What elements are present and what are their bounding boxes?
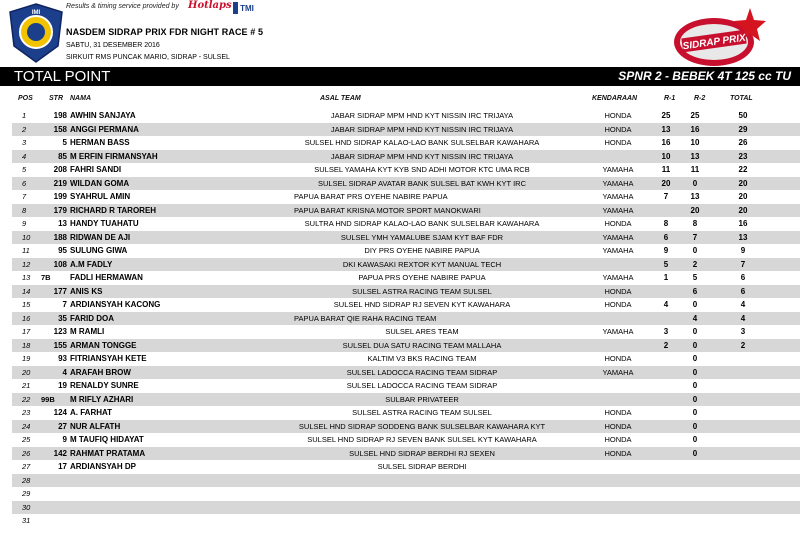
table-row	[12, 501, 800, 515]
row-r1-points: 2	[663, 340, 669, 350]
svg-text:IMI: IMI	[31, 10, 41, 16]
table-row	[12, 352, 800, 366]
row-total-points: 22	[738, 165, 748, 174]
table-row	[12, 231, 800, 245]
row-start-number: 85	[58, 151, 67, 161]
row-total-points: 13	[738, 232, 748, 242]
row-team: SULSEL HND SIDRAP SODDENG BANK SULSELBAR KAWAHARA KYT	[298, 421, 546, 431]
row-r1-points: 16	[661, 138, 671, 147]
svg-text:SIDRAP PRIX: SIDRAP PRIX	[681, 32, 747, 53]
table-row	[12, 393, 800, 407]
row-team: JABAR SIDRAP MPM HND KYT NISSIN IRC TRIJAYA	[330, 111, 514, 120]
row-start-number: 155	[53, 340, 67, 350]
row-r2-points: 0	[692, 435, 698, 444]
row-r1-points: 8	[663, 219, 669, 228]
row-rider-name: AWHIN SANJAYA	[70, 111, 136, 120]
row-pos: 12	[22, 259, 31, 269]
row-rider-name: NUR ALFATH	[70, 421, 121, 431]
row-pos: 13	[22, 273, 31, 282]
table-row	[12, 190, 800, 204]
col-header-total: TOTAL	[730, 95, 753, 102]
row-r2-points: 4	[692, 313, 698, 323]
row-total-points: 4	[740, 313, 746, 323]
col-header-r1: R-1	[664, 95, 676, 102]
row-vehicle: HONDA	[604, 354, 632, 363]
table-row	[12, 460, 800, 474]
table-row	[12, 150, 800, 164]
row-r2-points: 2	[692, 259, 698, 269]
row-pos: 14	[22, 286, 31, 296]
row-r2-points: 16	[690, 124, 700, 134]
row-total-points: 9	[740, 246, 746, 255]
row-class: 7B	[41, 273, 51, 282]
row-rider-name: A. FARHAT	[70, 408, 113, 417]
row-pos: 10	[22, 232, 31, 242]
row-r1-points: 7	[663, 192, 669, 201]
row-rider-name: M RAMLI	[70, 327, 105, 336]
row-r1-points: 9	[663, 246, 669, 255]
row-start-number: 17	[58, 462, 67, 471]
row-r2-points: 8	[692, 219, 698, 228]
row-start-number: 179	[53, 205, 67, 215]
row-pos: 9	[22, 219, 27, 228]
row-start-number: 9	[62, 435, 67, 444]
row-r2-points: 0	[692, 340, 698, 350]
row-pos: 23	[22, 408, 31, 417]
row-pos: 31	[22, 516, 31, 525]
row-vehicle: YAMAHA	[602, 205, 634, 215]
row-total-points: 3	[740, 327, 746, 336]
row-vehicle: YAMAHA	[602, 327, 634, 336]
row-vehicle: HONDA	[604, 124, 632, 134]
row-team: SULSEL SIDRAP BERDHI	[377, 462, 467, 471]
hotlaps-logo: Hotlaps	[188, 0, 232, 11]
row-team: SULSEL YAMAHA KYT KYB SND ADHI MOTOR KTC UMA RCB	[314, 165, 530, 174]
row-pos: 17	[22, 327, 31, 336]
row-start-number: 123	[53, 327, 67, 336]
table-row	[12, 136, 800, 150]
row-rider-name: HANDY TUAHATU	[70, 219, 139, 228]
row-rider-name: SYAHRUL AMIN	[70, 192, 131, 201]
row-start-number: 177	[53, 286, 67, 296]
row-r1-points: 10	[661, 151, 671, 161]
row-pos: 20	[22, 367, 31, 377]
row-start-number: 35	[58, 313, 67, 323]
row-r2-points: 6	[692, 286, 698, 296]
row-pos: 2	[22, 124, 27, 134]
row-total-points: 26	[738, 138, 748, 147]
table-row	[12, 285, 800, 299]
row-pos: 8	[22, 205, 27, 215]
row-total-points: 2	[740, 340, 746, 350]
imi-logo	[6, 2, 66, 64]
table-row	[12, 474, 800, 488]
row-vehicle: YAMAHA	[602, 367, 634, 377]
row-rider-name: ARMAN TONGGE	[70, 340, 137, 350]
col-header-pos: POS	[18, 95, 33, 102]
row-total-points: 6	[740, 273, 746, 282]
row-start-number: 7	[62, 300, 67, 309]
row-vehicle: HONDA	[604, 111, 632, 120]
row-rider-name: ARDIANSYAH KACONG	[70, 300, 161, 309]
row-r2-points: 0	[692, 448, 698, 458]
row-rider-name: ARAFAH BROW	[70, 367, 131, 377]
row-rider-name: FITRIANSYAH KETE	[70, 354, 147, 363]
provided-by-text: Results & timing service provided by	[66, 3, 179, 10]
row-pos: 4	[22, 151, 27, 161]
row-r1-points: 4	[663, 300, 669, 309]
row-rider-name: FAHRI SANDI	[70, 165, 122, 174]
row-class: 99B	[41, 394, 55, 404]
class-title: SPNR 2 - BEBEK 4T 125 cc TU	[618, 69, 791, 83]
table-row	[12, 258, 800, 272]
row-r2-points: 0	[692, 381, 698, 390]
page-title: TOTAL POINT	[14, 68, 111, 85]
row-pos: 19	[22, 354, 31, 363]
table-row	[12, 487, 800, 501]
row-r2-points: 10	[690, 138, 700, 147]
row-vehicle: YAMAHA	[602, 246, 634, 255]
row-r2-points: 0	[692, 421, 698, 431]
row-r1-points: 3	[663, 327, 669, 336]
row-r1-points: 25	[661, 111, 671, 120]
row-total-points: 4	[740, 300, 746, 309]
row-rider-name: ANIS KS	[70, 286, 103, 296]
row-start-number: 95	[58, 246, 67, 255]
row-vehicle: HONDA	[604, 219, 632, 228]
row-pos: 16	[22, 313, 31, 323]
svg-text:TMI: TMI	[240, 4, 254, 13]
row-rider-name: WILDAN GOMA	[70, 178, 130, 188]
row-r2-points: 25	[690, 111, 700, 120]
col-header-r2: R-2	[694, 95, 706, 102]
row-r1-points: 13	[661, 124, 671, 134]
row-start-number: 158	[53, 124, 67, 134]
row-pos: 1	[22, 111, 27, 120]
row-team: PAPUA BARAT KRISNA MOTOR SPORT MANOKWARI	[294, 205, 481, 215]
row-pos: 3	[22, 138, 27, 147]
table-row	[12, 433, 800, 447]
row-vehicle: YAMAHA	[602, 192, 634, 201]
row-rider-name: SULUNG GIWA	[70, 246, 128, 255]
row-total-points: 50	[738, 111, 748, 120]
results-table	[12, 109, 800, 528]
table-row	[12, 271, 800, 285]
row-pos: 7	[22, 192, 27, 201]
row-start-number: 13	[58, 219, 67, 228]
row-rider-name: M RIFLY AZHARI	[70, 394, 134, 404]
row-pos: 15	[22, 300, 31, 309]
row-total-points: 7	[740, 259, 746, 269]
table-row	[12, 420, 800, 434]
row-team: JABAR SIDRAP MPM HND KYT NISSIN IRC TRIJAYA	[330, 151, 514, 161]
table-row	[12, 244, 800, 258]
row-r2-points: 0	[692, 354, 698, 363]
table-row	[12, 325, 800, 339]
col-header-kendaraan: KENDARAAN	[592, 95, 638, 102]
row-pos: 24	[22, 421, 31, 431]
row-team: SULSEL YMH YAMALUBE SJAM KYT BAF FDR	[340, 232, 504, 242]
row-team: SULSEL ASTRA RACING TEAM SULSEL	[352, 408, 492, 417]
table-row	[12, 339, 800, 353]
row-r2-points: 5	[692, 273, 698, 282]
row-pos: 30	[22, 502, 31, 512]
row-r2-points: 0	[692, 327, 698, 336]
row-rider-name: FARID DOA	[70, 313, 114, 323]
row-vehicle: HONDA	[604, 138, 632, 147]
row-total-points: 23	[738, 151, 748, 161]
event-venue: SIRKUIT RMS PUNCAK MARIO, SIDRAP - SULSEL	[66, 54, 230, 61]
row-team: PAPUA PRS OYEHE NABIRE PAPUA	[358, 273, 486, 282]
row-pos: 18	[22, 340, 31, 350]
title-bar	[0, 67, 800, 86]
col-header-team: ASAL TEAM	[320, 95, 361, 102]
row-r1-points: 20	[661, 178, 671, 188]
row-pos: 22	[22, 394, 31, 404]
event-title: NASDEM SIDRAP PRIX FDR NIGHT RACE # 5	[66, 27, 264, 37]
row-start-number: 199	[53, 192, 67, 201]
row-pos: 11	[22, 246, 30, 255]
row-total-points: 20	[738, 205, 748, 215]
event-date: SABTU, 31 DESEMBER 2016	[66, 42, 160, 49]
row-rider-name: RENALDY SUNRE	[70, 381, 139, 390]
row-team: JABAR SIDRAP MPM HND KYT NISSIN IRC TRIJAYA	[330, 124, 514, 134]
row-r2-points: 7	[692, 232, 698, 242]
row-vehicle: YAMAHA	[602, 178, 634, 188]
row-team: SULSEL ARES TEAM	[385, 327, 459, 336]
row-r2-points: 0	[692, 178, 698, 188]
col-header-name: NAMA	[70, 95, 91, 102]
row-start-number: 142	[53, 448, 67, 458]
row-rider-name: ANGGI PERMANA	[70, 124, 139, 134]
row-r2-points: 0	[692, 246, 698, 255]
row-total-points: 20	[738, 192, 748, 201]
table-row	[12, 163, 800, 177]
table-row	[12, 204, 800, 218]
row-r1-points: 6	[663, 232, 669, 242]
row-r2-points: 13	[690, 151, 700, 161]
table-row	[12, 109, 800, 123]
row-start-number: 208	[53, 165, 67, 174]
row-r2-points: 20	[690, 205, 700, 215]
table-row	[12, 298, 800, 312]
row-pos: 5	[22, 165, 27, 174]
row-vehicle: HONDA	[604, 300, 632, 309]
row-start-number: 188	[53, 232, 67, 242]
row-start-number: 198	[53, 111, 67, 120]
row-rider-name: RIDWAN DE AJI	[70, 232, 131, 242]
row-team: SULSEL HND SIDRAP RJ SEVEN BANK SULSEL KYT KAWAHARA	[307, 435, 537, 444]
row-total-points: 16	[738, 219, 748, 228]
row-start-number: 19	[58, 381, 67, 390]
row-team: SULBAR PRIVATEER	[385, 394, 459, 404]
table-row	[12, 123, 800, 137]
row-pos: 25	[22, 435, 31, 444]
row-start-number: 93	[58, 354, 67, 363]
row-team: SULSEL HND SIDRAP RJ SEVEN KYT KAWAHARA	[333, 300, 511, 309]
row-pos: 27	[22, 462, 31, 471]
row-r1-points: 1	[663, 273, 669, 282]
row-rider-name: FADLI HERMAWAN	[70, 273, 143, 282]
row-vehicle: YAMAHA	[602, 232, 634, 242]
row-start-number: 5	[62, 138, 67, 147]
row-team: DKI KAWASAKI REXTOR KYT MANUAL TECH	[342, 259, 502, 269]
row-team: SULSEL SIDRAP AVATAR BANK SULSEL BAT KWH KYT IRC	[318, 178, 526, 188]
row-vehicle: HONDA	[604, 421, 632, 431]
row-rider-name: A.M FADLY	[70, 259, 113, 269]
row-total-points: 20	[738, 178, 748, 188]
row-r2-points: 13	[690, 192, 700, 201]
row-vehicle: HONDA	[604, 408, 632, 417]
row-start-number: 4	[62, 367, 67, 377]
table-row	[12, 177, 800, 191]
row-r2-points: 11	[690, 165, 700, 174]
row-vehicle: HONDA	[604, 435, 632, 444]
row-pos: 21	[22, 381, 31, 390]
row-r2-points: 0	[692, 394, 698, 404]
row-team: SULSEL LADOCCA RACING TEAM SIDRAP	[346, 367, 498, 377]
row-team: SULSEL LADOCCA RACING TEAM SIDRAP	[346, 381, 498, 390]
row-team: PAPUA BARAT PRS OYEHE NABIRE PAPUA	[294, 192, 448, 201]
sidrap-prix-logo	[664, 4, 768, 70]
row-pos: 28	[22, 475, 31, 485]
row-team: SULTRA HND SIDRAP KALAO-LAO BANK SULSELBAR KAWAHARA	[304, 219, 540, 228]
table-row	[12, 379, 800, 393]
row-rider-name: M TAUFIQ HIDAYAT	[70, 435, 144, 444]
row-total-points: 29	[738, 124, 748, 134]
row-vehicle: HONDA	[604, 448, 632, 458]
row-rider-name: RAHMAT PRATAMA	[70, 448, 146, 458]
row-rider-name: RICHARD R TAROREH	[70, 205, 157, 215]
row-start-number: 27	[58, 421, 67, 431]
row-team: DIY PRS OYEHE NABIRE PAPUA	[364, 246, 480, 255]
row-rider-name: ARDIANSYAH DP	[70, 462, 136, 471]
row-r1-points: 5	[663, 259, 669, 269]
row-r2-points: 0	[692, 408, 698, 417]
row-team: KALTIM V3 BKS RACING TEAM	[367, 354, 477, 363]
row-rider-name: HERMAN BASS	[70, 138, 130, 147]
row-team: SULSEL HND SIDRAP BERDHI RJ SEXEN	[349, 448, 495, 458]
row-pos: 29	[22, 489, 31, 498]
row-team: SULSEL ASTRA RACING TEAM SULSEL	[352, 286, 492, 296]
table-row	[12, 447, 800, 461]
row-pos: 6	[22, 178, 27, 188]
table-row	[12, 312, 800, 326]
row-total-points: 6	[740, 286, 746, 296]
row-start-number: 124	[53, 408, 67, 417]
table-row	[12, 514, 800, 528]
table-row	[12, 406, 800, 420]
table-row	[12, 217, 800, 231]
row-team: SULSEL HND SIDRAP KALAO-LAO BANK SULSELBAR KAWAHARA	[304, 138, 540, 147]
row-r2-points: 0	[692, 367, 698, 377]
row-team: PAPUA BARAT QIE RAHA RACING TEAM	[294, 313, 437, 323]
row-vehicle: HONDA	[604, 286, 632, 296]
col-header-str: STR	[49, 95, 63, 102]
row-start-number: 108	[53, 259, 67, 269]
row-vehicle: YAMAHA	[602, 273, 634, 282]
row-vehicle: YAMAHA	[602, 165, 634, 174]
table-row	[12, 366, 800, 380]
row-team: SULSEL DUA SATU RACING TEAM MALLAHA	[342, 340, 502, 350]
row-pos: 26	[22, 448, 31, 458]
row-rider-name: M ERFIN FIRMANSYAH	[70, 151, 158, 161]
row-r1-points: 11	[661, 165, 671, 174]
tmi-logo	[232, 1, 258, 17]
row-start-number: 219	[53, 178, 67, 188]
row-r2-points: 0	[692, 300, 698, 309]
